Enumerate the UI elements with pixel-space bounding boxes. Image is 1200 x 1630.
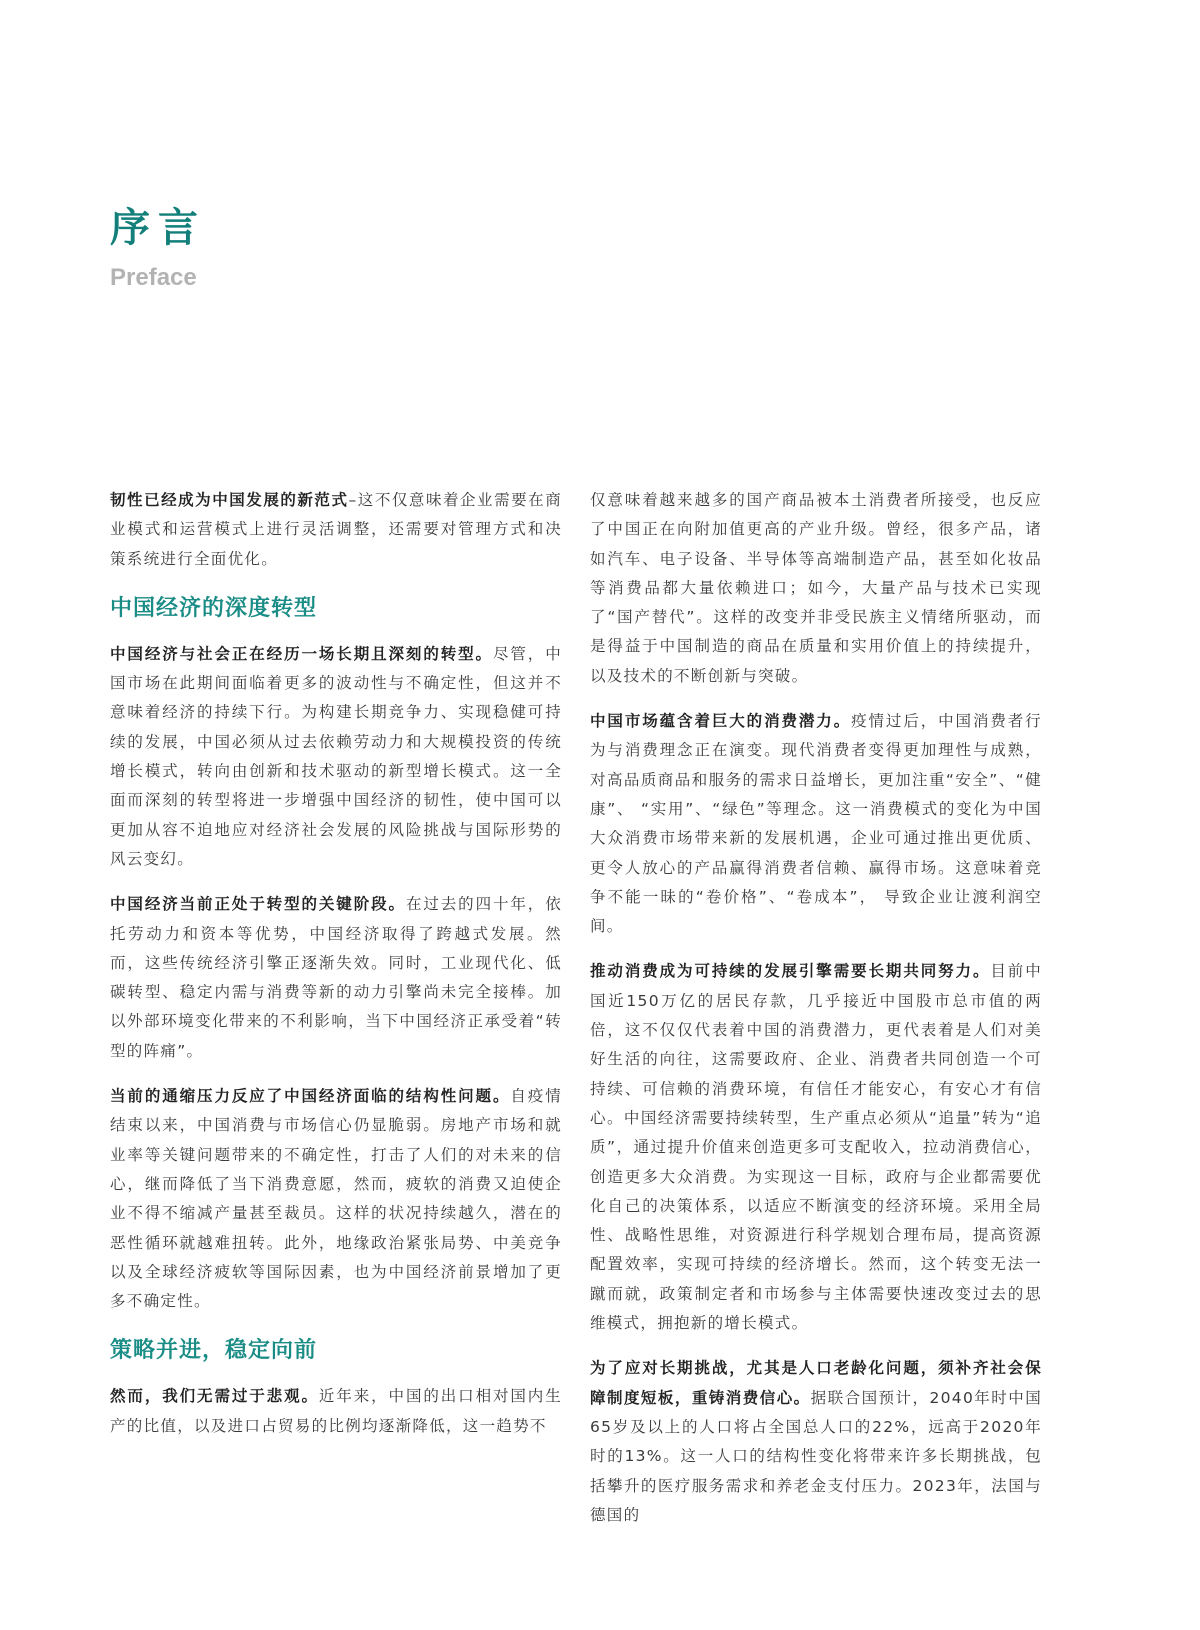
paragraph	[110, 890, 562, 1066]
paragraph	[590, 707, 1042, 941]
paragraph-lead: 推动消费成为可持续的发展引擎需要长期共同努力。	[590, 962, 991, 981]
section-heading-strategy: 策略并进，稳定向前	[110, 1338, 318, 1364]
paragraph-body: –这不仅意味着企业需要在商业模式和运营模式上进行灵活调整，还需要对管理方式和决策系统进行全面优化。	[110, 491, 563, 568]
paragraph	[110, 1382, 562, 1441]
paragraph	[110, 1082, 562, 1316]
paragraph-lead: 为了应对长期挑战，尤其是人口老龄化问题，须补齐社会保障制度短板，重铸消费信心。	[590, 1359, 1042, 1407]
paragraph-body: 目前中国近150万亿的居民存款，几乎接近中国股市总市值的两倍，这不仅仅代表着中国的消费潜力，更代表着是人们对美好生活的向往，这需要政府、企业、消费者共同创造一个可持续、可信赖的消费环境，有信任才能安心，有安心才有信心。中国经济需要持续转型，生产重点必须从“追量”转为“追质”，通过提升价值来创造更多可支配收入，拉动消费信心，创造更多大众消费。为实现这一目标，政府与企业都需要优化自己的决策体系，以适应不断演变的经济环境。采用全局性、战略性思维，对资源进行科学规划合理布局，提高资源配置效率，实现可持续的经济增长。然而，这个转变无法一蹴而就，政策制定者和市场参与主体需要快速改变过去的思维模式，拥抱新的增长模式。	[590, 962, 1042, 1333]
paragraph-lead: 当前的通缩压力反应了中国经济面临的结构性问题。	[110, 1087, 511, 1106]
paragraph-body: 近年来，中国的出口相对国内生产的比值，以及进口占贸易的比例均逐渐降低，这一趋势不	[110, 1387, 563, 1435]
paragraph-body: 疫情过后，中国消费者行为与消费理念正在演变。现代消费者变得更加理性与成熟，对高品质商品和服务的需求日益增长，更加注重“安全”、“健康”、 “实用”、“绿色”等理念。这一消费模式的变化为中国大众消费市场带来新的发展机遇，企业可通过推出更优质、更令人放心的产品赢得消费者信赖、赢得市场。这意味着竞争不能一昧的“卷价格”、“卷成本”， 导致企业让渡利润空间。	[590, 712, 1042, 936]
paragraph	[110, 640, 562, 874]
paragraph-lead: 中国经济当前正处于转型的关键阶段。	[110, 895, 406, 914]
paragraph-lead: 中国市场蕴含着巨大的消费潜力。	[590, 712, 852, 731]
paragraph	[590, 1354, 1042, 1530]
paragraph-lead: 然而，我们无需过于悲观。	[110, 1387, 319, 1406]
left-column	[110, 486, 562, 1457]
intro-paragraph	[110, 486, 562, 574]
paragraph	[590, 957, 1042, 1338]
paragraph-body: 自疫情结束以来，中国消费与市场信心仍显脆弱。房地产市场和就业率等关键问题带来的不确定性，打击了人们的对未来的信心，继而降低了当下消费意愿，然而，疲软的消费又迫使企业不得不缩减产量甚至裁员。这样的状况持续越久，潜在的恶性循环就越难扭转。此外，地缘政治紧张局势、中美竞争以及全球经济疲软等国际因素，也为中国经济前景增加了更多不确定性。	[110, 1087, 562, 1311]
paragraph-continued: 仅意味着越来越多的国产商品被本土消费者所接受，也反应了中国正在向附加值更高的产业升级。曾经，很多产品，诸如汽车、电子设备、半导体等高端制造产品，甚至如化妆品等消费品都大量依赖进口；如今，大量产品与技术已实现了“国产替代”。这样的改变并非受民族主义情绪所驱动，而是得益于中国制造的商品在质量和实用价值上的持续提升，以及技术的不断创新与突破。	[590, 491, 1042, 685]
page-subtitle: Preface	[110, 264, 197, 291]
paragraph-lead: 韧性已经成为中国发展的新范式	[110, 491, 349, 509]
paragraph-lead: 中国经济与社会正在经历一场长期且深刻的转型。	[110, 644, 493, 663]
section-heading-transformation: 中国经济的深度转型	[110, 595, 318, 621]
paragraph-body: 据联合国预计，2040年时中国65岁及以上的人口将占全国总人口的22%，远高于2020年时的13%。这一人口的结构性变化将带来许多长期挑战，包括攀升的医疗服务需求和养老金支付压力。2023年，法国与德国的	[590, 1388, 1043, 1524]
page-title: 序言	[110, 205, 206, 251]
right-column	[590, 486, 1042, 1546]
paragraph-body: 尽管，中国市场在此期间面临着更多的波动性与不确定性，但这并不意味着经济的持续下行。为构建长期竞争力、实现稳健可持续的发展，中国必须从过去依赖劳动力和大规模投资的传统增长模式，转向由创新和技术驱动的新型增长模式。这一全面而深刻的转型将进一步增强中国经济的韧性，使中国可以更加从容不迫地应对经济社会发展的风险挑战与国际形势的风云变幻。	[110, 644, 562, 868]
paragraph-body: 在过去的四十年，依托劳动力和资本等优势，中国经济取得了跨越式发展。然而，这些传统经济引擎正逐渐失效。同时，工业现代化、低碳转型、稳定内需与消费等新的动力引擎尚未完全接棒。加以外部环境变化带来的不利影响，当下中国经济正承受着“转型的阵痛”。	[110, 895, 562, 1060]
